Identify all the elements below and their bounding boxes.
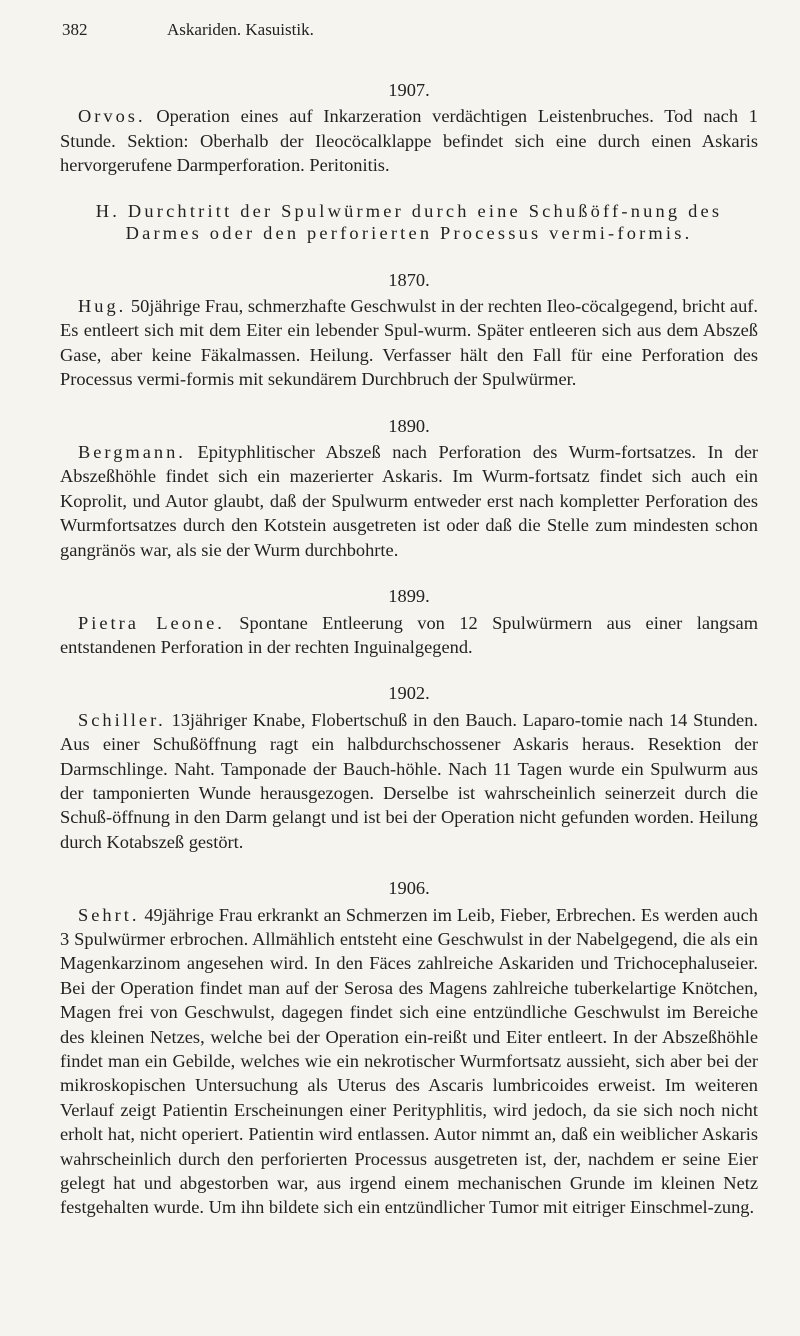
- case-year: 1890.: [388, 415, 430, 436]
- page-number: 382: [62, 20, 88, 39]
- case-text: [60, 104, 758, 177]
- case-author: Bergmann.: [78, 442, 186, 463]
- case-text: [60, 294, 758, 392]
- case-entry: [60, 584, 758, 659]
- case-text: [60, 708, 758, 854]
- case-body: Spontane Entleerung von 12 Spulwürmern aus einer langsam entstandenen Perforation in der rechten Inguinalgegend.: [60, 612, 759, 657]
- case-body: Operation eines auf Inkarzeration verdächtigen Leistenbruches. Tod nach 1 Stunde. Sektion: Oberhalb der Ileocöcalklappe befindet sich eine durch einen Askaris hervorgerufene Darmperforation. Peritonitis.: [60, 106, 758, 176]
- case-author: Hug.: [78, 296, 127, 317]
- case-body: 13jähriger Knabe, Flobertschuß in den Bauch. Laparo-tomie nach 14 Stunden. Aus einer Schußöffnung ragt ein halbdurchschossener Askaris heraus. Resektion der Darmschlinge. Naht. Tamponade der Bauch-höhle. Nach 11 Tagen wurde ein Spulwurm aus der tamponierten Wunde herausgezogen. Derselbe ist wahrscheinlich seinerzeit durch die Schuß-öffnung in den Darm gelangt und ist bei der Operation nicht gefunden worden. Heilung durch Kotabszeß gestört.: [60, 709, 758, 852]
- case-author: Schiller.: [78, 709, 166, 730]
- case-year: 1906.: [388, 878, 430, 899]
- case-entry: [60, 414, 758, 562]
- page-content: [60, 78, 758, 1242]
- case-body: 50jährige Frau, schmerzhafte Geschwulst in der rechten Ileo-cöcalgegend, bricht auf. Es entleert sich mit dem Eiter ein lebender Spul-wurm. Später entleeren sich aus dem Abszeß Gase, aber keine Fäkalmassen. Heilung. Verfasser hält den Fall für eine Perforation des Processus vermi-formis mit sekundärem Durchbruch der Spulwürmer.: [60, 296, 758, 390]
- case-year: 1870.: [388, 269, 430, 290]
- case-text: [60, 611, 758, 660]
- case-text: [60, 440, 758, 562]
- case-body: 49jährige Frau erkrankt an Schmerzen im Leib, Fieber, Erbrechen. Es werden auch 3 Spulwürmer erbrochen. Allmählich entsteht eine Geschwulst in der Nabelgegend, die als ein Magenkarzinom angesehen wird. In den Fäces zahlreiche Askariden und Trichocephaluseier. Bei der Operation findet man auf der Serosa des Magens zahlreiche tuberkelartige Knötchen, Magen frei von Geschwulst, dagegen findet sich eine entzündliche Geschwulst im Bereiche des kleinen Netzes, welche bei der Operation ein-reißt und Eiter entleert. In der Abszeßhöhle findet man ein Gebilde, welches wie ein nekrotischer Wurmfortsatz aussieht, sich aber bei der mikroskopischen Untersuchung als Uterus des Ascaris lumbricoides erweist. Im weiteren Verlauf zeigt Patientin Erscheinungen einer Perityphlitis, wird jedoch, da sie sich noch nicht erholt hat, nicht operiert. Patientin wird entlassen. Autor nimmt an, daß ein weiblicher Askaris wahrscheinlich durch den perforierten Processus ausgetreten ist, der, nachdem er seine Eier gelegt hat und abgestorben war, aus irgend einem mechanischen Grunde im kleinen Netz festgehalten wurde. Um ihn bildete sich ein entzündlicher Tumor mit eitriger Einschmel-zung.: [60, 904, 758, 1218]
- case-entry: [60, 78, 758, 178]
- case-year: 1899.: [388, 586, 430, 607]
- running-title: Askariden. Kasuistik.: [167, 20, 314, 39]
- case-entry: [60, 876, 758, 1220]
- case-author: Sehrt.: [78, 904, 140, 925]
- case-author: Orvos.: [78, 106, 146, 127]
- case-entry: [60, 681, 758, 854]
- case-author: Pietra Leone.: [78, 612, 225, 633]
- case-entry: [60, 268, 758, 392]
- case-year: 1902.: [388, 683, 430, 704]
- section-title: H. Durchtritt der Spulwürmer durch eine Schußöff-nung des Darmes oder den perforierten Processus vermi-formis.: [95, 200, 723, 243]
- case-year: 1907.: [388, 80, 430, 100]
- case-text: [60, 903, 758, 1220]
- page-header: [62, 20, 314, 40]
- case-body: Epityphlitischer Abszeß nach Perforation des Wurm-fortsatzes. In der Abszeßhöhle findet sich ein mazerierter Askaris. Im Wurm-fortsatz findet sich auch ein Koprolit, und Autor glaubt, daß der Spulwurm entweder erst nach kompletter Perforation des Wurmfortsatzes durch den Kotstein ausgetreten ist oder daß die Stelle zum mindesten schon gangränös war, als sie der Wurm durchbohrte.: [60, 442, 758, 560]
